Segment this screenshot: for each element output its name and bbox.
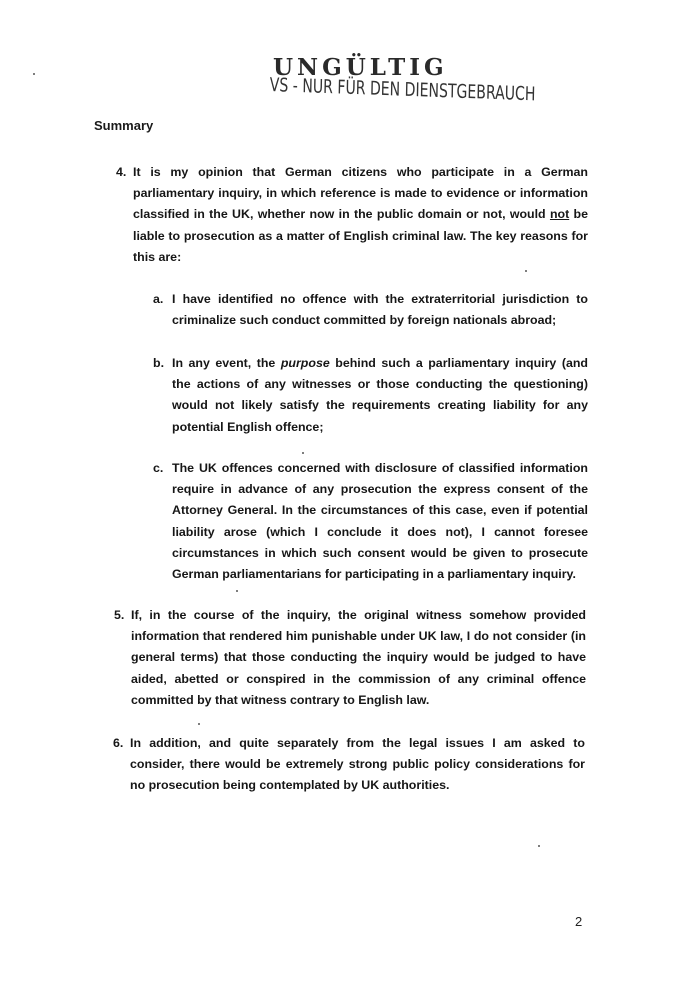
scan-speck <box>198 723 200 725</box>
paragraph-number: 5. <box>114 608 125 622</box>
scan-speck <box>236 590 238 592</box>
subpoint-letter: a. <box>153 292 164 306</box>
subpoint-b <box>153 353 588 438</box>
underlined-word: not <box>549 207 570 222</box>
subpoint-text: In any event, the <box>172 356 281 370</box>
scan-speck <box>538 845 540 847</box>
paragraph-5 <box>114 605 586 711</box>
subpoint-letter: c. <box>153 461 164 475</box>
paragraph-text: In addition, and quite separately from the legal issues I am asked to consider, there would be extremely strong public policy considerations for no prosecution being contemplated by UK authorities. <box>130 736 585 793</box>
subpoint-a <box>153 289 588 331</box>
subpoint-text: I have identified no offence with the extraterritorial jurisdiction to criminalize such conduct committed by foreign nationals abroad; <box>172 292 588 328</box>
paragraph-text: If, in the course of the inquiry, the original witness somehow provided information that rendered him punishable under UK law, I do not consider (in general terms) that those conducting the inquiry would be judged to have aided, abetted or conspired in the commission of any criminal offence committed by that witness contrary to English law. <box>131 608 586 707</box>
paragraph-number: 4. <box>116 165 127 179</box>
subpoint-letter: b. <box>153 356 165 370</box>
paragraph-6 <box>113 733 585 797</box>
classification-stamp <box>269 54 536 106</box>
paragraph-text: It is my opinion that German citizens who participate in a German parliamentary inquiry, in which reference is made to evidence or information classified in the UK, whether now in the public domain or not, would <box>133 165 588 222</box>
invalid-stamp-text: UNGÜLTIG <box>273 54 448 81</box>
subpoint-text-continued: behind such a parliamentary inquiry (and the actions of any witnesses or those conducting the questioning) would not likely satisfy the requirements creating liability for any potential English offence; <box>172 356 588 434</box>
summary-heading: Summary <box>94 118 154 133</box>
paragraph-text-continued: be liable to prosecution as a matter of English criminal law. The key reasons for this are: <box>133 207 589 264</box>
paragraph-number: 6. <box>113 736 124 750</box>
paragraph-4 <box>116 162 589 268</box>
page-number: 2 <box>575 914 583 929</box>
scan-speck <box>302 452 304 454</box>
scan-speck <box>525 270 527 272</box>
emphasized-word: purpose <box>280 356 330 370</box>
subpoint-text: The UK offences concerned with disclosure of classified information require in advance of any prosecution the express consent of the Attorney General. In the circumstances of this case, even if potential liability arose (which I conclude it does not), I cannot foresee circumstances in which such consent would be given to prosecute German parliamentarians for participating in a parliamentary inquiry. <box>172 461 588 582</box>
scan-speck <box>33 73 35 75</box>
subpoint-c <box>153 458 588 585</box>
restricted-stamp-text: VS - NUR FÜR DEN DIENSTGEBRAUCH <box>269 74 536 106</box>
